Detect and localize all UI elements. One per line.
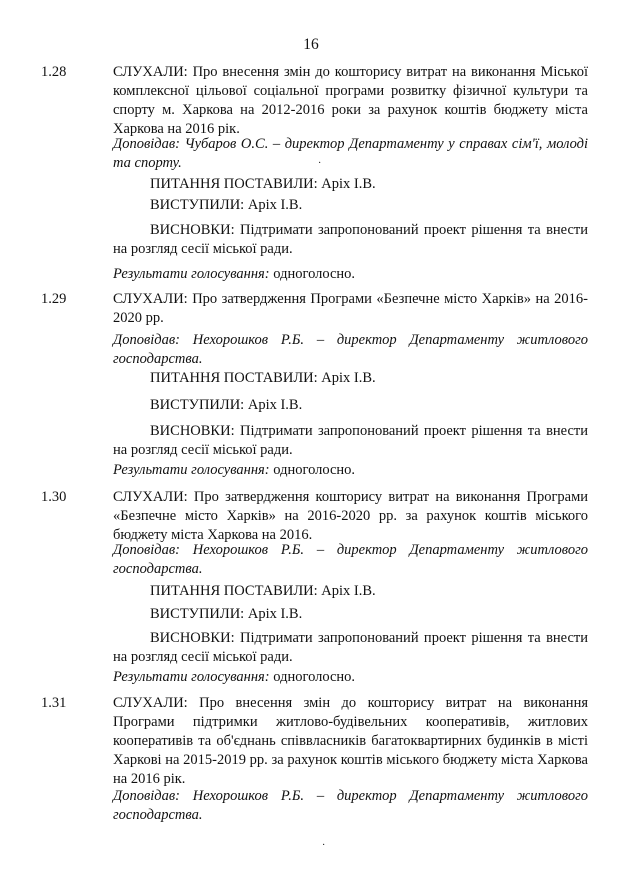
heard-paragraph (113, 488, 588, 545)
questions-line (150, 369, 376, 388)
heard-text: Про затвердження Програми «Безпечне місто Харків» на 2016-2020 рр. (113, 291, 588, 326)
vote-line (113, 668, 588, 687)
vote-text: одноголосно. (273, 462, 356, 478)
speaker-paragraph (113, 331, 588, 369)
vote-line (113, 265, 588, 284)
heard-label: СЛУХАЛИ: (113, 291, 188, 307)
vote-label: Результати голосування: (113, 266, 270, 282)
spoke-text: Аріх І.В. (247, 197, 303, 213)
item-number: 1.31 (41, 695, 67, 711)
spoke-text: Аріх І.В. (247, 606, 303, 622)
speaker-label: Доповідав: (113, 542, 181, 558)
questions-text: Аріх І.В. (321, 370, 376, 386)
conclusions-paragraph (113, 221, 588, 259)
speaker-paragraph (113, 541, 588, 579)
conclusions-text: Підтримати запропонований проект рішення та внести на розгляд сесії міської ради. (113, 423, 588, 458)
item-number: 1.30 (41, 489, 67, 505)
agenda-item-1-29 (0, 290, 622, 480)
spoke-label: ВИСТУПИЛИ: (150, 606, 245, 622)
questions-line (150, 175, 376, 194)
speaker-text: Чубаров О.С. – директор Департаменту у справах сім'ї, молоді та спорту. (113, 136, 589, 171)
heard-text: Про внесення змін до кошторису витрат на виконання Програми підтримки житлово-будівельних кооперативів, житлових кооперативів та об'єднань співвласників багатоквартирних будинків в місті Харкові на 2015-2019 рр. за рахунок коштів міського бюджету міста Харкова на 2016 рік. (113, 695, 588, 787)
scan-speck: · (318, 158, 322, 169)
speaker-paragraph (113, 787, 588, 825)
speaker-label: Доповідав: (113, 136, 181, 152)
conclusions-label: ВИСНОВКИ: (150, 222, 235, 238)
speaker-label: Доповідав: (113, 332, 181, 348)
vote-label: Результати голосування: (113, 669, 270, 685)
questions-line (150, 582, 376, 601)
heard-label: СЛУХАЛИ: (113, 64, 188, 80)
page-number: 16 (303, 36, 319, 53)
heard-text: Про затвердження кошторису витрат на виконання Програми «Безпечне місто Харків» на 2016-2020 рр. за рахунок коштів міського бюджету міста Харкова на 2016. (113, 489, 589, 543)
scan-speck: · (322, 840, 326, 851)
vote-label: Результати голосування: (113, 462, 270, 478)
conclusions-text: Підтримати запропонований проект рішення та внести на розгляд сесії міської ради. (113, 222, 588, 257)
spoke-label: ВИСТУПИЛИ: (150, 397, 245, 413)
questions-label: ПИТАННЯ ПОСТАВИЛИ: (150, 583, 318, 599)
conclusions-label: ВИСНОВКИ: (150, 630, 235, 646)
questions-label: ПИТАННЯ ПОСТАВИЛИ: (150, 176, 318, 192)
speaker-text: Нехорошков Р.Б. – директор Департаменту житлового господарства. (113, 332, 588, 367)
agenda-item-1-30 (0, 488, 622, 688)
item-number: 1.29 (41, 291, 67, 307)
heard-paragraph (113, 63, 588, 139)
heard-label: СЛУХАЛИ: (113, 489, 188, 505)
questions-text: Аріх І.В. (321, 176, 376, 192)
speaker-text: Нехорошков Р.Б. – директор Департаменту житлового господарства. (113, 788, 588, 823)
spoke-line (150, 605, 302, 624)
speaker-paragraph (113, 135, 588, 173)
heard-text: Про внесення змін до кошторису витрат на виконання Міської комплексної цільової соціальної програми розвитку фізичної культури та спорту м. Харкова на 2012-2016 роки за рахунок коштів бюджету міста Харкова на 2016 рік. (113, 64, 588, 137)
conclusions-text: Підтримати запропонований проект рішення та внести на розгляд сесії міської ради. (113, 630, 588, 665)
item-number: 1.28 (41, 64, 67, 80)
spoke-line (150, 196, 302, 215)
agenda-item-1-31 (0, 694, 622, 834)
vote-text: одноголосно. (273, 669, 356, 685)
vote-line (113, 461, 588, 480)
speaker-label: Доповідав: (113, 788, 181, 804)
heard-paragraph (113, 694, 588, 789)
spoke-label: ВИСТУПИЛИ: (150, 197, 245, 213)
conclusions-label: ВИСНОВКИ: (150, 423, 235, 439)
speaker-text: Нехорошков Р.Б. – директор Департаменту житлового господарства. (113, 542, 588, 577)
agenda-item-1-28 (0, 63, 622, 283)
spoke-line (150, 396, 302, 415)
heard-paragraph (113, 290, 588, 328)
questions-text: Аріх І.В. (321, 583, 376, 599)
heard-label: СЛУХАЛИ: (113, 695, 188, 711)
questions-label: ПИТАННЯ ПОСТАВИЛИ: (150, 370, 318, 386)
conclusions-paragraph (113, 422, 588, 460)
vote-text: одноголосно. (273, 266, 356, 282)
spoke-text: Аріх І.В. (247, 397, 303, 413)
conclusions-paragraph (113, 629, 588, 667)
